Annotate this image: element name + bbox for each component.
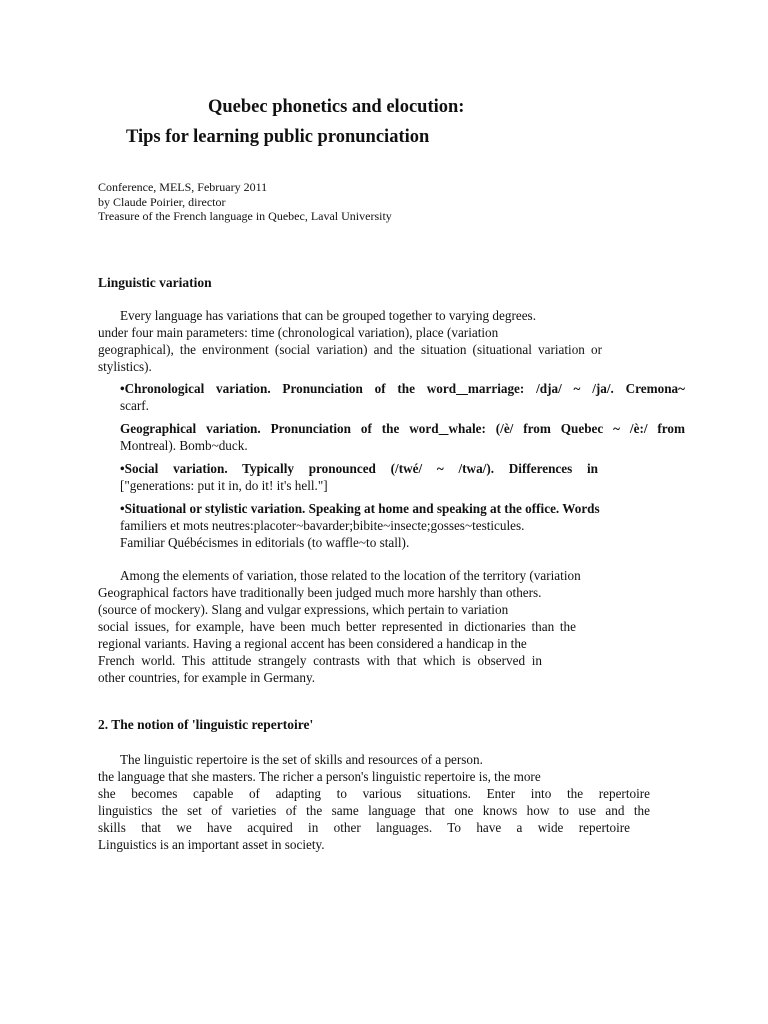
text-line: Every language has variations that can be grouped together to varying degrees. — [120, 308, 536, 323]
item-bold-text: marriage: /dja/ ~ /ja/. Cremona~ — [467, 381, 685, 396]
item-bold-text: •Situational or stylistic variation. Speaking at home and speaking at the office. Words — [120, 501, 600, 516]
text-line: skills that we have acquired in other languages. To have a wide repertoire — [98, 820, 630, 835]
text-line: (source of mockery). Slang and vulgar expressions, which pertain to variation — [98, 602, 509, 617]
conference-info — [98, 180, 392, 224]
item-underline-text — [439, 421, 449, 436]
repertoire-paragraph — [98, 751, 650, 853]
affiliation-line: Treasure of the French language in Quebec, Laval University — [98, 209, 392, 223]
item-text: familiers et mots neutres:placoter~bavarder;bibite~insecte;gosses~testicules. — [120, 518, 525, 533]
text-line: French world. This attitude strangely contrasts with that which is observed in — [98, 653, 542, 668]
territory-paragraph — [98, 567, 581, 686]
title-line-2: Tips for learning public pronunciation — [126, 127, 430, 147]
intro-paragraph — [98, 307, 602, 375]
variation-list — [120, 380, 685, 557]
list-item-situational — [120, 500, 685, 551]
text-line: Geographical factors have traditionally been judged much more harshly than others. — [98, 585, 542, 600]
section-heading-linguistic-repertoire: 2. The notion of 'linguistic repertoire' — [98, 717, 314, 732]
text-line: under four main parameters: time (chronological variation), place (variation — [98, 325, 499, 340]
list-item-chronological — [120, 380, 685, 414]
text-line: other countries, for example in Germany. — [98, 670, 316, 685]
item-bold-text: •Social variation. Typically pronounced (/twé/ ~ /twa/). Differences in — [120, 461, 598, 476]
text-line: geographical), the environment (social variation) and the situation (situational variation or — [98, 342, 602, 357]
title-line-1: Quebec phonetics and elocution: — [208, 97, 465, 117]
item-text: Montreal). Bomb~duck. — [120, 438, 248, 453]
item-text: Familiar Québécismes in editorials (to waffle~to stall). — [120, 535, 410, 550]
list-item-geographical — [120, 420, 685, 454]
text-line: Among the elements of variation, those related to the location of the territory (variation — [120, 568, 581, 583]
conference-line: Conference, MELS, February 2011 — [98, 180, 268, 194]
text-line: The linguistic repertoire is the set of skills and resources of a person. — [120, 752, 483, 767]
text-line: regional variants. Having a regional accent has been considered a handicap in the — [98, 636, 527, 651]
item-bold-text: •Chronological variation. Pronunciation of the word — [120, 381, 457, 396]
text-line: social issues, for example, have been much better represented in dictionaries than the — [98, 619, 576, 634]
item-text: scarf. — [120, 398, 149, 413]
text-line: linguistics the set of varieties of the same language that one knows how to use and the — [98, 803, 650, 818]
item-text: ["generations: put it in, do it! it's hell."] — [120, 478, 328, 493]
item-bold-text: Geographical variation. Pronunciation of the word — [120, 421, 439, 436]
text-line: the language that she masters. The richer a person's linguistic repertoire is, the more — [98, 769, 541, 784]
text-line: stylistics). — [98, 359, 152, 374]
item-bold-text: whale: (/è/ from Quebec ~ /è:/ from — [448, 421, 686, 436]
list-item-social — [120, 460, 685, 494]
author-line: by Claude Poirier, director — [98, 194, 226, 209]
item-underline-text — [456, 381, 468, 396]
text-line: she becomes capable of adapting to various situations. Enter into the repertoire — [98, 786, 650, 801]
text-line: Linguistics is an important asset in society. — [98, 837, 325, 852]
section-heading-linguistic-variation: Linguistic variation — [98, 275, 212, 290]
